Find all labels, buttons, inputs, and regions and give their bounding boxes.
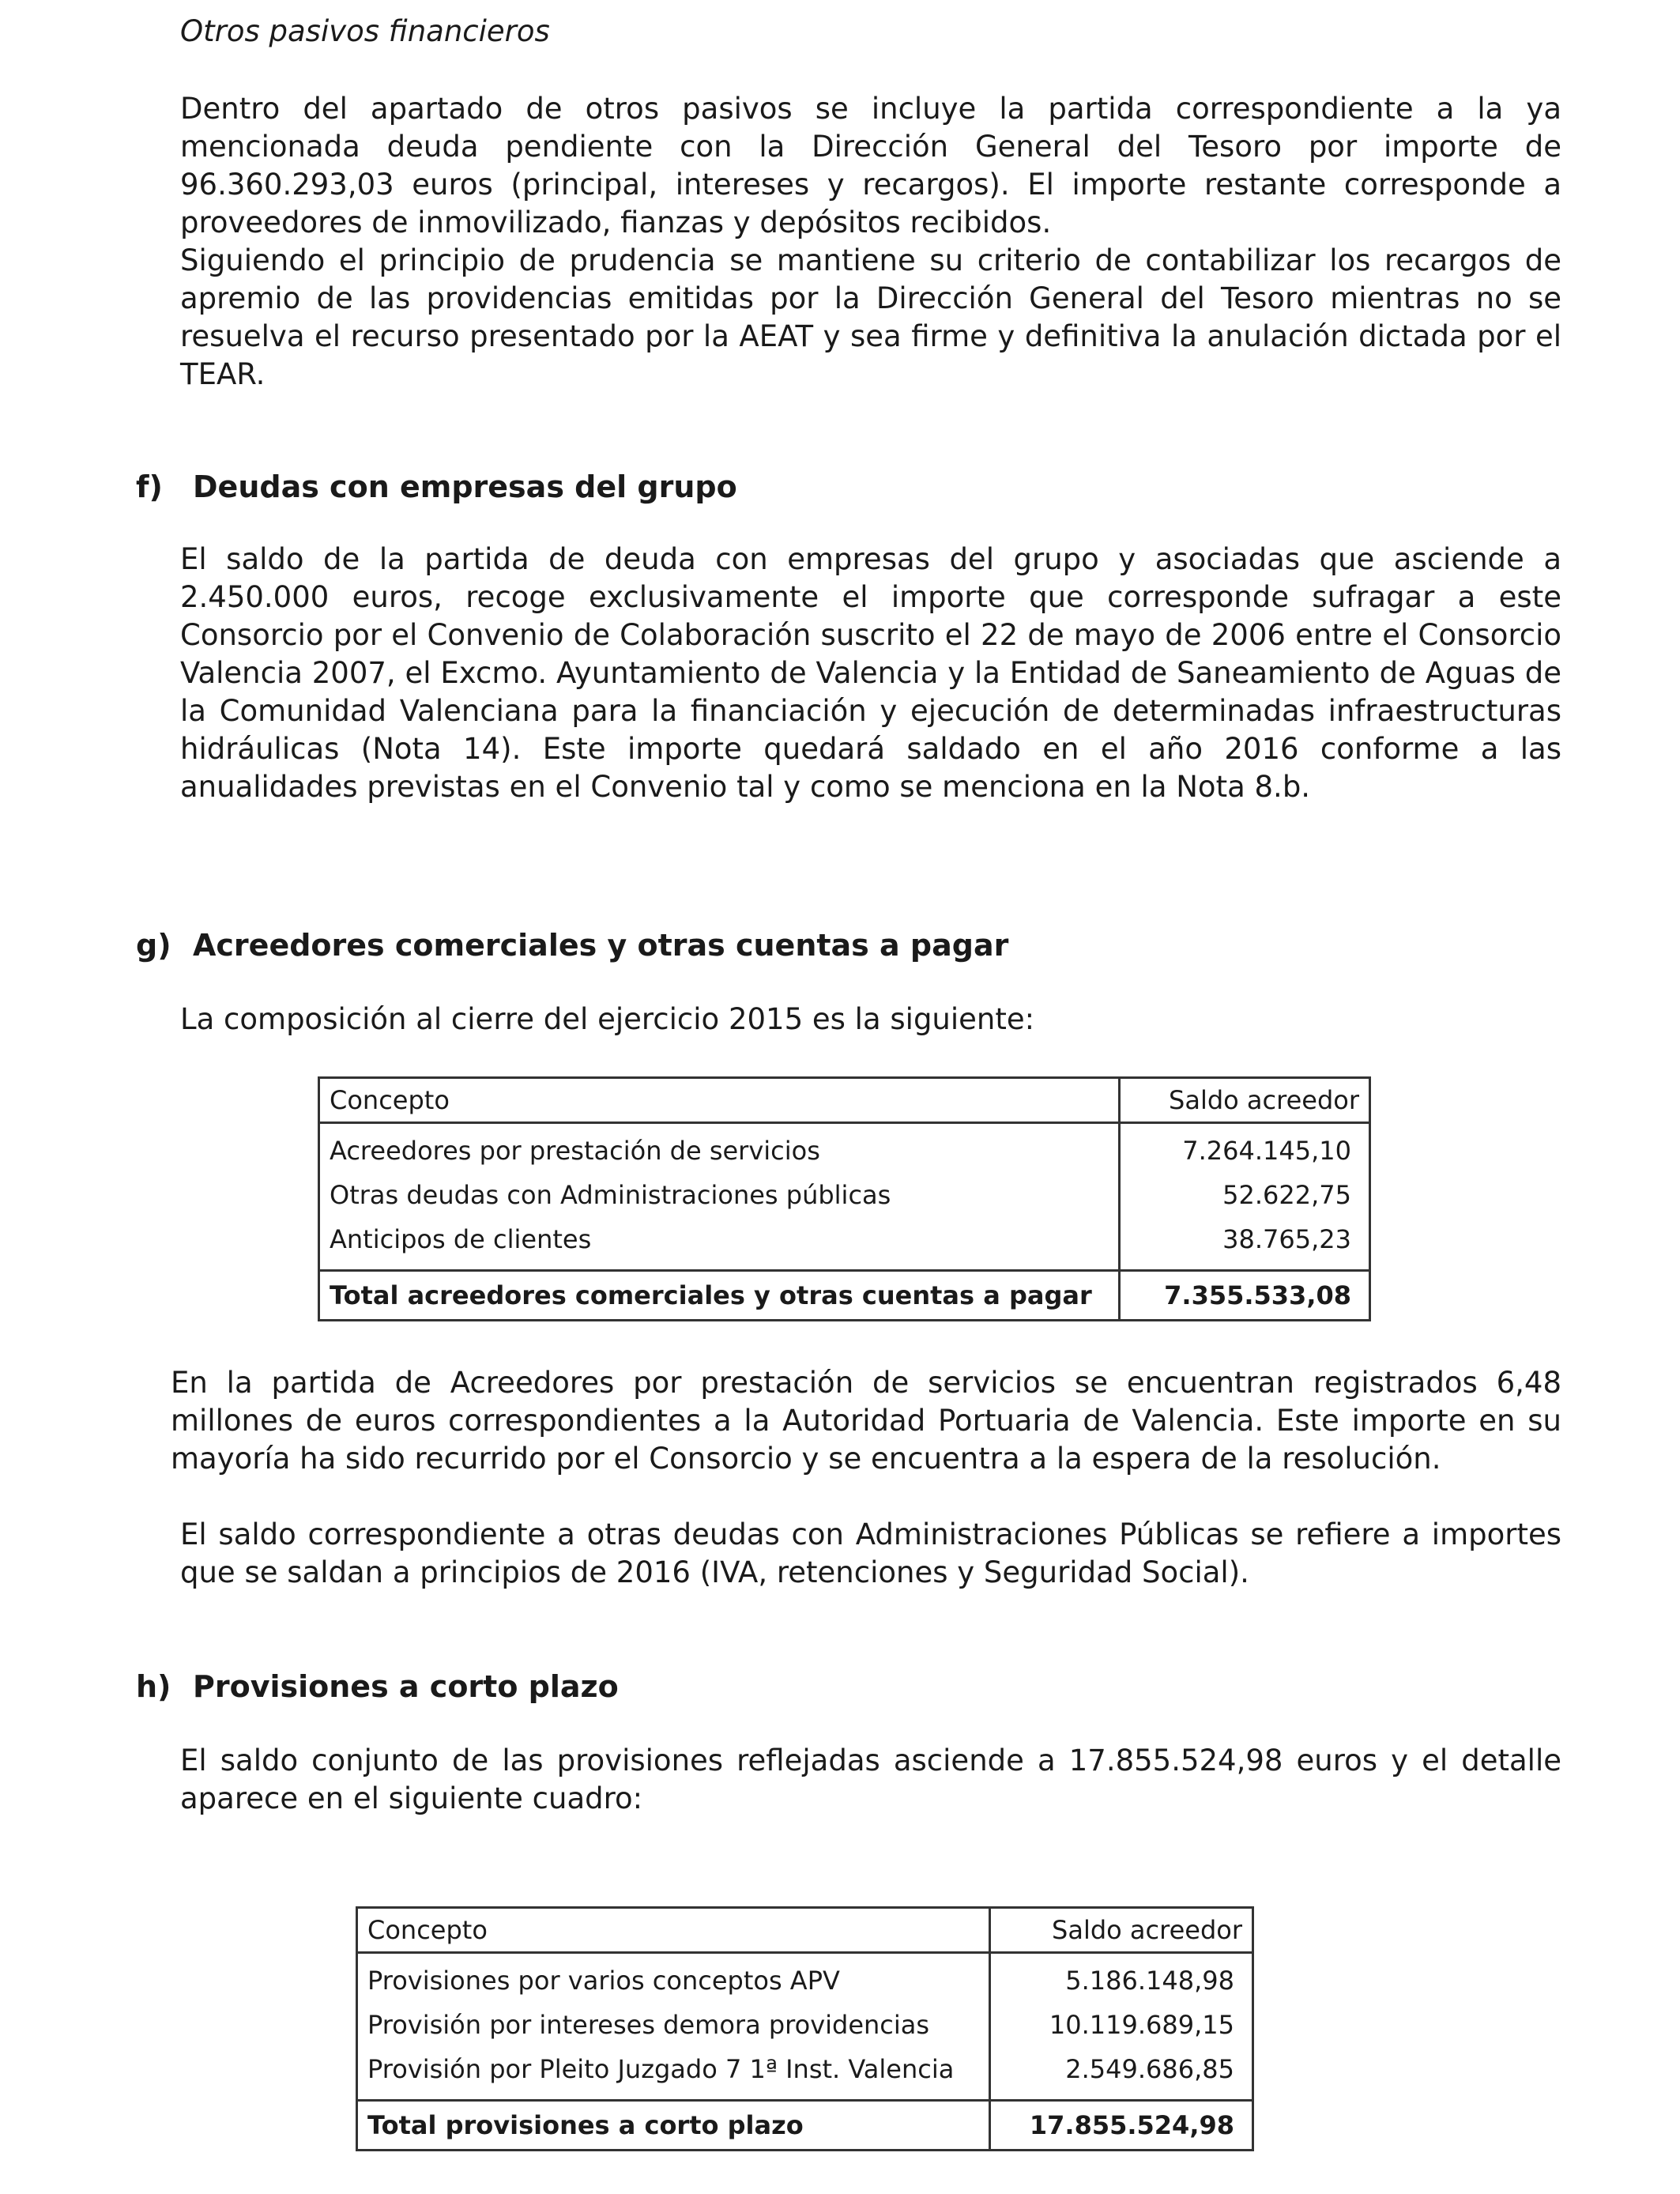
paragraph-acreedores-servicios: En la partida de Acreedores por prestación de servicios se encuentran registrados 6,48 millones de euros correspondientes a la Autoridad Portuaria de Valencia. Este importe en su mayoría ha sido recurrido por el Consorcio y se encuentra a la espera de la resolución. [171,1366,1561,1476]
table-row [357,2047,1253,2101]
column-header-saldo: Saldo acreedor [989,1908,1252,1953]
paragraph-otros-pasivos-2: Siguiendo el principio de prudencia se mantiene su criterio de contabilizar los recargos de apremio de las providencias emitidas por la Dirección General del Tesoro mientras no se resuelva el recurso presentado por la AEAT y sea firme y definitiva la anulación dictada por el TEAR. [180,243,1561,391]
section-title: Deudas con empresas del grupo [193,469,737,504]
section-letter: h) [136,1669,171,1704]
table-header-row [357,1908,1253,1953]
cell-concepto: Provisión por Pleito Juzgado 7 1ª Inst. Valencia [357,2047,990,2101]
cell-saldo: 10.119.689,15 [989,2003,1252,2047]
cell-saldo: 2.549.686,85 [989,2047,1252,2101]
column-header-concepto: Concepto [357,1908,990,1953]
section-letter: g) [136,928,171,963]
cell-concepto: Provisiones por varios conceptos APV [357,1953,990,2004]
paragraph-deudas-grupo: El saldo de la partida de deuda con empresas del grupo y asociadas que asciende a 2.450.000 euros, recoge exclusivamente el importe que corresponde sufragar a este Consorcio por el Convenio de Colaboración suscrito el 22 de mayo de 2006 entre el Consorcio Valencia 2007, el Excmo. Ayuntamiento de Valencia y la Entidad de Saneamiento de Aguas de la Comunidad Valenciana para la financiación y ejecución de determinadas infraestructuras hidráulicas (Nota 14). Este importe quedará saldado en el año 2016 conforme a las anualidades previstas en el Convenio tal y como se menciona en la Nota 8.b. [180,542,1561,804]
table-total-row [357,2101,1253,2151]
cell-concepto: Provisión por intereses demora providencias [357,2003,990,2047]
cell-total-value: 17.855.524,98 [989,2101,1252,2151]
paragraph-otros-pasivos-1: Dentro del apartado de otros pasivos se incluye la partida correspondiente a la ya mencionada deuda pendiente con la Dirección General del Tesoro por importe de 96.360.293,03 euros (principal, intereses y recargos). El importe restante corresponde a proveedores de inmovilizado, fianzas y depósitos recibidos. [180,92,1561,239]
paragraph-administraciones: El saldo correspondiente a otras deudas con Administraciones Públicas se refiere a importes que se saldan a principios de 2016 (IVA, retenciones y Seguridad Social). [180,1517,1561,1589]
table-row [357,2003,1253,2047]
table-row [357,1953,1253,2004]
cell-total-value: 7.355.533,08 [1120,1271,1370,1321]
section-title: Provisiones a corto plazo [193,1669,619,1704]
cell-saldo: 38.765,23 [1120,1217,1370,1271]
cell-total-label: Total provisiones a corto plazo [357,2101,990,2151]
cell-concepto: Acreedores por prestación de servicios [319,1123,1120,1174]
table-provisiones [356,1906,1254,2151]
cell-concepto: Otras deudas con Administraciones públicas [319,1173,1120,1217]
cell-saldo: 5.186.148,98 [989,1953,1252,2004]
table-row [319,1217,1370,1271]
section-letter: f) [136,469,163,504]
section-title: Acreedores comerciales y otras cuentas a pagar [193,928,1009,963]
column-header-concepto: Concepto [319,1078,1120,1123]
heading-section-h [136,1668,619,1706]
cell-saldo: 7.264.145,10 [1120,1123,1370,1174]
table-row [319,1123,1370,1174]
table-acreedores [318,1076,1371,1321]
subtitle-otros-pasivos: Otros pasivos financieros [180,14,550,48]
cell-saldo: 52.622,75 [1120,1173,1370,1217]
heading-section-g [136,926,1008,964]
table-header-row [319,1078,1370,1123]
heading-section-f [136,468,737,506]
table-total-row [319,1271,1370,1321]
cell-concepto: Anticipos de clientes [319,1217,1120,1271]
column-header-saldo: Saldo acreedor [1120,1078,1370,1123]
cell-total-label: Total acreedores comerciales y otras cuentas a pagar [319,1271,1120,1321]
paragraph-provisiones-intro: El saldo conjunto de las provisiones reflejadas asciende a 17.855.524,98 euros y el detalle aparece en el siguiente cuadro: [180,1744,1561,1815]
paragraph-composicion-intro: La composición al cierre del ejercicio 2015 es la siguiente: [180,1002,1035,1036]
table-row [319,1173,1370,1217]
